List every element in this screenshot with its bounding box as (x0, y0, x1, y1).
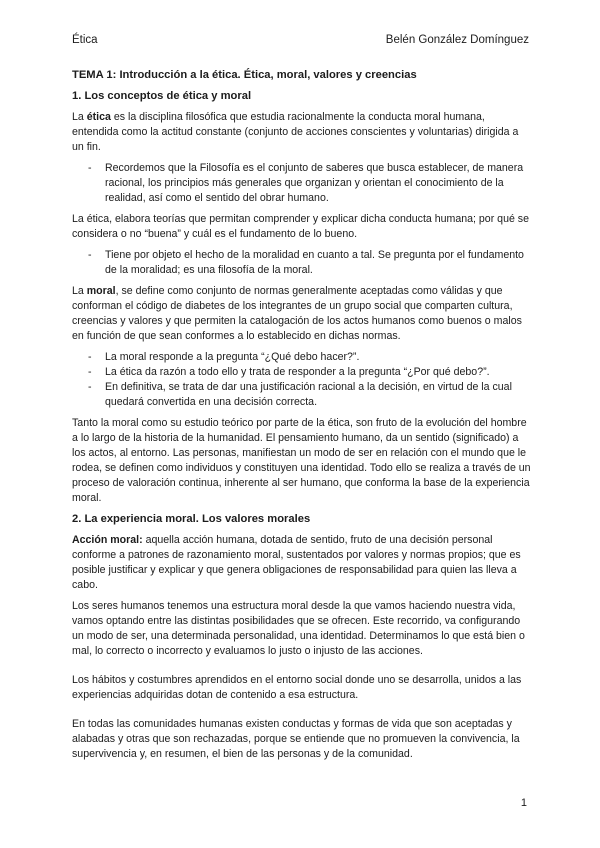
spacer (72, 665, 532, 673)
list-item: - Tiene por objeto el hecho de la moralidad en cuanto a tal. Se pregunta por el fundamento de la moralidad; es una filosofía de la moral. (72, 248, 532, 278)
evolution-paragraph: Tanto la moral como su estudio teórico por parte de la ética, son fruto de la evolución del hombre a lo largo de la historia de la humanidad. El pensamiento humano, da un sentido (significado) a los actos, al entorno. Las personas, manifiestan un modo de ser en relación con el mundo que le rodea, se definen como individuos y constituyen una identidad. Todo ello se realiza a través de un proceso de valoración continua, inherente al ser humano, que conforma la base de la experiencia moral. (72, 417, 531, 504)
term-etica: ética (86, 111, 111, 123)
text-run: La (72, 111, 87, 123)
moral-structure-paragraph: Los seres humanos tenemos una estructura moral desde la que vamos haciendo nuestra vida, vamos optando entre las distintas posibilidades que se ofrecen. Este recorrido, va configurando un modo de ser, una determinada personalidad, una identidad. Determinamos lo que está bien o mal, lo correcto o incorrecto y evaluamos lo justo o injusto de las acciones. (72, 600, 525, 657)
header-author: Belén González Domínguez (385, 34, 529, 46)
text-run: es la disciplina filosófica que estudia racionalmente la conducta moral humana, entendida como la actitud constante (conjunto de acciones conscientes y voluntarias) dirigida a un fin. (72, 111, 519, 153)
communities-paragraph: En todas las comunidades humanas existen conductas y formas de vida que son aceptadas y alabadas y otras que son rechazadas, porque se entiende que no promueven la convivencia, la supervivencia y, en resumen, el bien de las personas y de la comunidad. (72, 718, 520, 760)
moral-action-paragraph (72, 533, 532, 593)
spacer (72, 709, 532, 717)
list-item: - La ética da razón a todo ello y trata de responder a la pregunta “¿Por qué debo?”. (72, 365, 532, 380)
bullet-list-questions (72, 350, 532, 410)
text-run: aquella acción humana, dotada de sentido, fruto de una decisión personal conforme a patrones de razonamiento moral, sustentados por valores y normas propios; que es posible justificar y explicar y que genera obligaciones de responsabilidad para quien las lleva a cabo. (72, 534, 521, 591)
text-run: , se define como conjunto de normas generalmente aceptadas como válidas y que conforman el código de diabetes de los integrantes de un grupo social que comparten cultura, creencias y valores y que permiten la catalogación de los actos humanos como buenos o malos en función de que sean conformes a lo establecido en dichas normas. (72, 285, 522, 342)
page-number: 1 (520, 797, 527, 809)
habits-paragraph: Los hábitos y costumbres aprendidos en el entorno social donde uno se desarrolla, unidos a las experiencias adquiridas dotan de contenido a esa estructura. (72, 674, 522, 701)
topic-title: TEMA 1: Introducción a la ética. Ética, moral, valores y creencias (72, 69, 417, 81)
term-moral: moral (86, 285, 116, 297)
ethics-definition-paragraph (72, 110, 532, 155)
ethics-theory-paragraph: La ética, elabora teorías que permitan comprender y explicar dicha conducta humana; por qué se considera o no “buena” y cuál es el fundamento de lo bueno. (72, 213, 529, 240)
list-item: - En definitiva, se trata de dar una justificación racional a la decisión, en virtud de la cual quedará convertida en una decisión correcta. (72, 380, 532, 410)
bullet-list-morality (72, 248, 532, 278)
header-subject: Ética (72, 34, 98, 46)
text-run: La (72, 285, 87, 297)
term-accion-moral: Acción moral: (72, 534, 143, 546)
bullet-list-philosophy (72, 161, 532, 206)
moral-definition-paragraph (72, 284, 532, 344)
list-item: - La moral responde a la pregunta “¿Qué debo hacer?”. (72, 350, 532, 365)
section-1-heading: 1. Los conceptos de ética y moral (72, 90, 252, 102)
list-item: - Recordemos que la Filosofía es el conjunto de saberes que busca establecer, de manera racional, los principios más generales que organizan y orientan el conocimiento de la realidad, así como el sentido del obrar humano. (72, 161, 532, 206)
page-content (72, 68, 532, 768)
section-2-heading: 2. La experiencia moral. Los valores morales (72, 513, 311, 525)
